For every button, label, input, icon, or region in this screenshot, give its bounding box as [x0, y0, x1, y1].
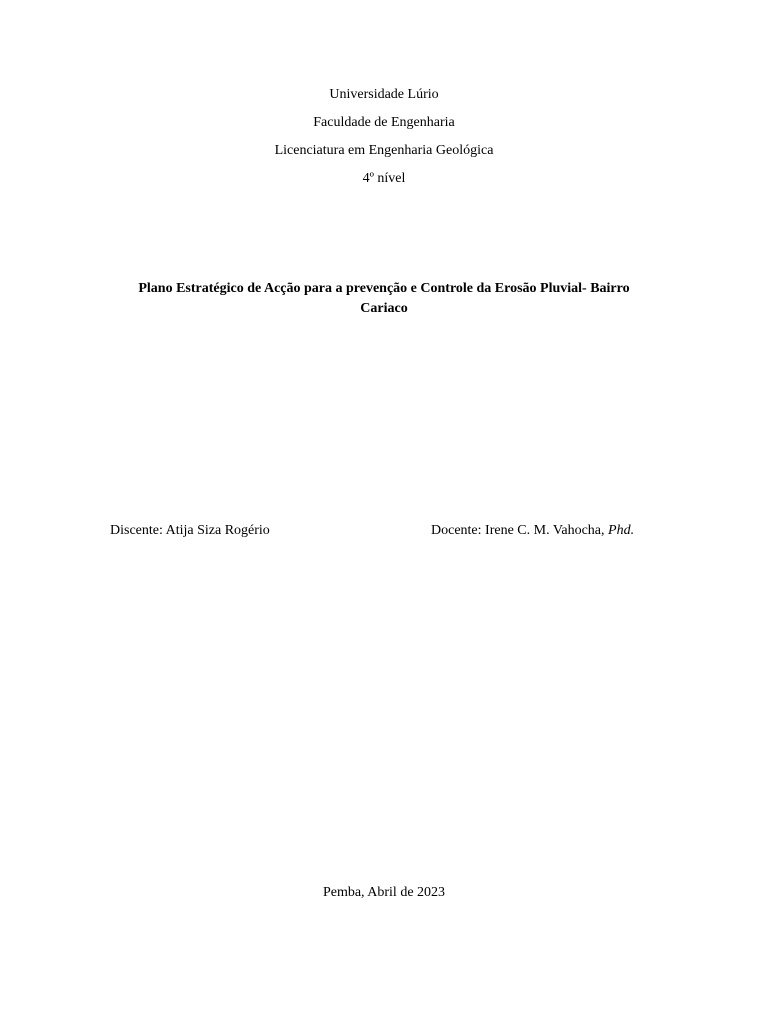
university-name: Universidade Lúrio: [329, 87, 439, 102]
place-and-date: Pemba, Abril de 2023: [322, 885, 446, 900]
faculty-name: Faculdade de Engenharia: [313, 115, 455, 130]
teacher-name-text: Docente: Irene C. M. Vahocha,: [431, 523, 609, 538]
document-title-line-2: Cariaco: [360, 301, 408, 316]
course-name: Licenciatura em Engenharia Geológica: [274, 143, 494, 158]
teacher-name: [431, 522, 634, 539]
course-level: 4º nível: [362, 171, 406, 186]
document-title: [100, 279, 668, 319]
student-name: Discente: Atija Siza Rogério: [110, 523, 270, 538]
teacher-degree: Phd.: [608, 523, 635, 538]
document-title-line-1: Plano Estratégico de Acção para a prevenção e Controle da Erosão Pluvial- Bairro: [138, 281, 630, 296]
